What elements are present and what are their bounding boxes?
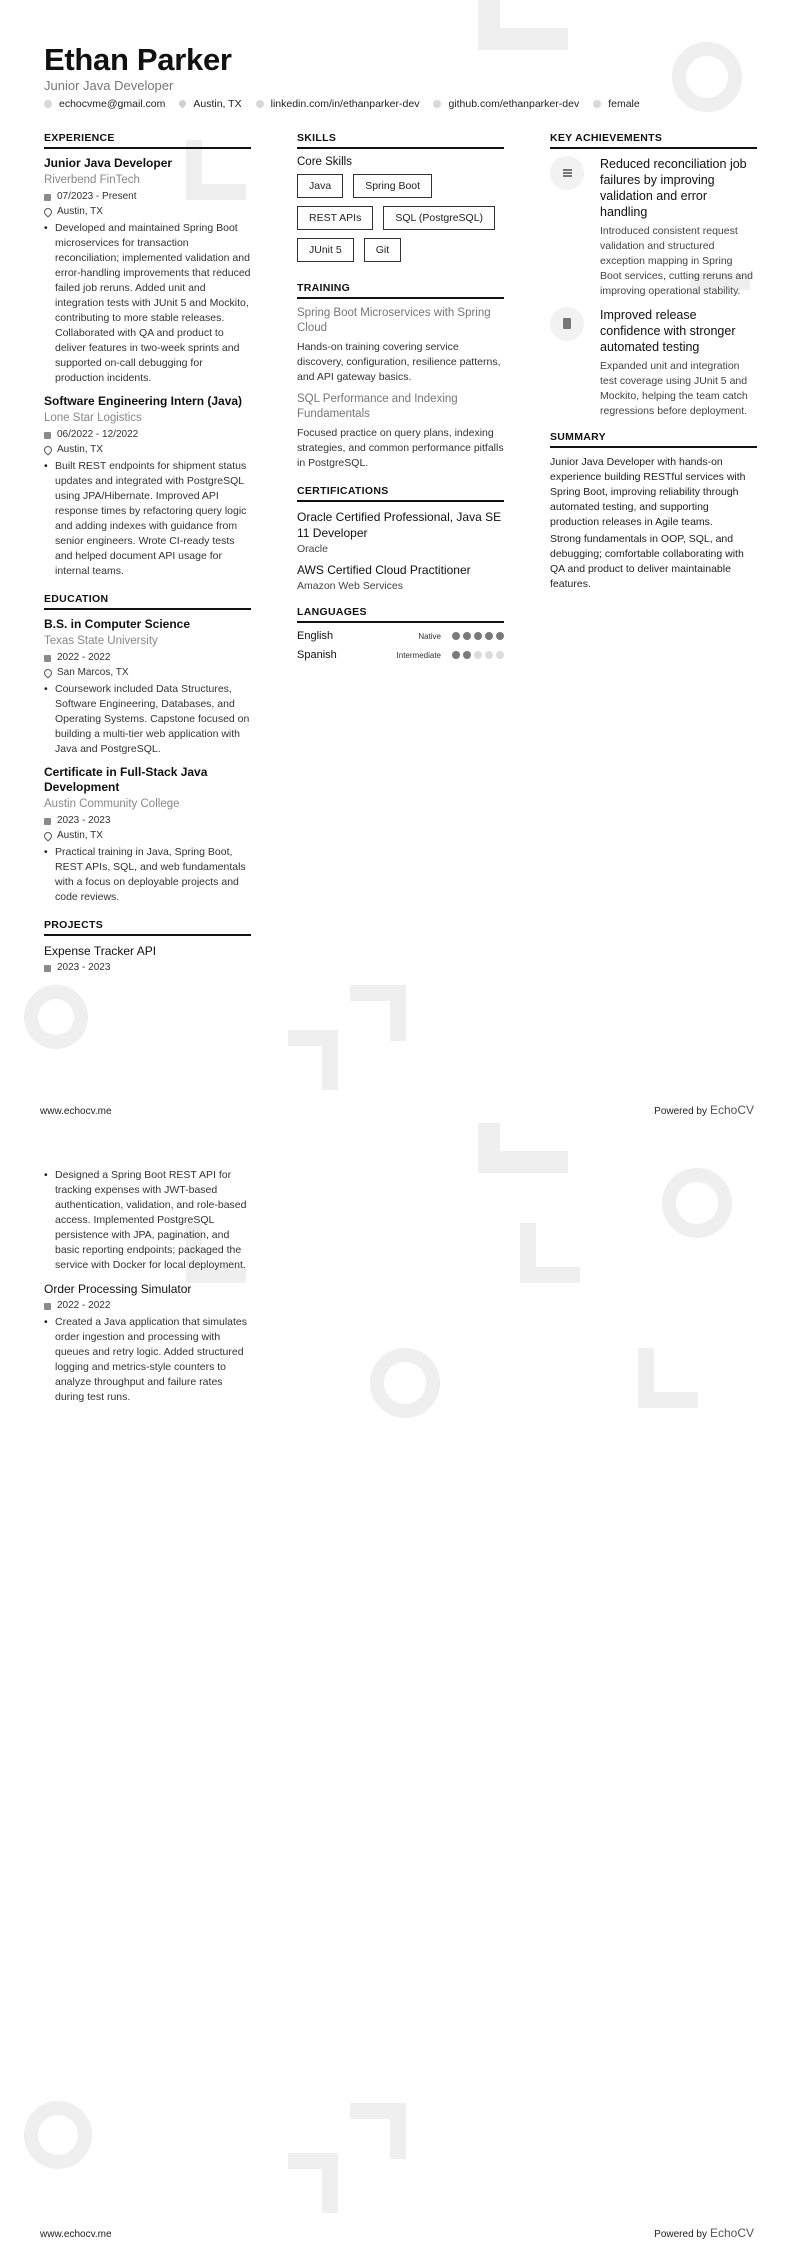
achievement-description: Introduced consistent request validation and structured exception mapping in Spring Boot services, cutting reruns and improving operational stability. [600,225,753,297]
proficiency-dot-empty [485,651,493,659]
contact-gender: female [593,98,640,110]
section-title: CERTIFICATIONS [297,485,504,502]
section-title: PROJECTS [44,919,251,936]
email-icon [44,100,52,108]
summary-paragraph: Strong fundamentals in OOP, SQL, and debugging; comfortable collaborating with QA and product to deliver maintainable features. [550,533,744,590]
proficiency-dot-filled [452,632,460,640]
location: Austin, TX [44,830,251,842]
language-proficiency [418,632,504,641]
company-name: Lone Star Logistics [44,412,142,424]
left-column [44,132,251,982]
location-pin-icon [44,832,50,840]
location: San Marcos, TX [44,667,251,679]
proficiency-dots [449,651,504,659]
decorative-ring-shape [24,2101,92,2169]
contact-location: Austin, TX [179,98,241,110]
summary-paragraph: Junior Java Developer with hands-on experience building RESTful services with Spring Boot, improving reliability through automated testing, and supporting production releases in Agile teams. [550,456,746,528]
project-description: • Created a Java application that simulates order ingestion and processing with queues and retry logic. Added structured logging and metrics-style counters to analyze throughput and failure rates during test runs. [44,1315,251,1405]
proficiency-dot-filled [463,632,471,640]
section-title: SKILLS [297,132,504,149]
section-title: TRAINING [297,282,504,299]
decorative-corner-shape [478,1123,568,1173]
proficiency-dot-filled [474,632,482,640]
calendar-icon [44,965,51,972]
brand-logo: EchoCV [709,2226,754,2240]
skill-tag: REST APIs [297,206,373,230]
candidate-role: Junior Java Developer [44,78,174,93]
skill-tag: JUnit 5 [297,238,354,262]
language-name: Spanish [297,649,337,661]
project-description: • Designed a Spring Boot REST API for tracking expenses with JWT-based authentication, validation, and role-based access. Implemented PostgreSQL persistence with JPA, pagination, and basic reporting endpoints; packaged the service with Docker for local deployment. [44,1168,251,1273]
proficiency-dot-empty [496,651,504,659]
calendar-icon [44,655,51,662]
skills-subtitle: Core Skills [297,156,352,168]
decorative-corner-shape [288,2153,338,2213]
footer-site-link[interactable]: www.echocv.me [40,1106,112,1117]
education-entry [44,617,251,757]
decorative-ring-shape [370,1348,440,1418]
linkedin-icon [256,100,264,108]
summary-section [550,431,757,592]
page-footer [40,2226,754,2240]
skill-tag: Spring Boot [353,174,432,198]
decorative-corner-shape [288,1030,338,1090]
resume-page-2 [0,1123,794,2246]
training-name: SQL Performance and Indexing Fundamentals [297,393,458,420]
footer-powered: Powered by EchoCV [654,1103,754,1117]
project-name: Order Processing Simulator [44,1282,192,1296]
school-name: Texas State University [44,635,158,647]
job-title: Software Engineering Intern (Java) [44,394,243,408]
training-section [297,282,504,471]
school-name: Austin Community College [44,798,180,810]
company-name: Riverbend FinTech [44,174,140,186]
calendar-icon [44,1303,51,1310]
calendar-icon [44,818,51,825]
achievement-item [550,156,757,299]
certification-issuer: Amazon Web Services [297,580,404,592]
person-icon [593,100,601,108]
training-description: Hands-on training covering service discovery, configuration, resilience patterns, and API gateway basics. [297,341,501,383]
date-range: 2023 - 2023 [44,962,251,974]
contact-email[interactable]: echocvme@gmail.com [44,98,165,110]
experience-entry [44,394,251,579]
job-description: • Built REST endpoints for shipment status updates and integrated with PostgreSQL using JPA/Hibernate. Improved API response times by refactoring query logic and adding indexes with guidance from senior engineers. Wrote CI-ready tests and helped document API usage for internal teams. [44,459,251,579]
list-icon [550,156,584,190]
experience-entry [44,156,251,386]
degree-title: Certificate in Full-Stack Java Development [44,765,208,794]
decorative-corner-shape [478,0,568,50]
location: Austin, TX [44,206,251,218]
proficiency-dot-filled [452,651,460,659]
language-name: English [297,630,334,642]
location-pin-icon [44,208,50,216]
language-row [297,630,504,642]
project-entry [44,1281,251,1405]
job-title: Junior Java Developer [44,156,173,170]
decorative-ring-shape [662,1168,732,1238]
skills-section [297,132,504,262]
skill-tag: Git [364,238,401,262]
experience-section [44,132,251,579]
language-row [297,649,504,661]
proficiency-dot-filled [485,632,493,640]
achievement-description: Expanded unit and integration test coverage using JUnit 5 and Mockito, helping the team catch regressions before deployment. [600,360,748,417]
section-title: EDUCATION [44,593,251,610]
decorative-corner-shape [350,2103,406,2159]
document-icon [550,307,584,341]
left-column-continued [44,1165,251,1413]
section-title: LANGUAGES [297,606,504,623]
contact-linkedin[interactable]: linkedin.com/in/ethanparker-dev [256,98,420,110]
certification-name: Oracle Certified Professional, Java SE 11 Developer [297,510,502,540]
middle-column [297,132,504,668]
contact-github[interactable]: github.com/ethanparker-dev [433,98,579,110]
training-description: Focused practice on query plans, indexing strategies, and common performance pitfalls in PostgreSQL. [297,427,504,469]
education-description: • Practical training in Java, Spring Boot, REST APIs, SQL, and web fundamentals with a focus on deployable projects and code reviews. [44,845,251,905]
candidate-name: Ethan Parker [44,42,232,77]
location-icon [179,100,186,109]
decorative-corner-shape [520,1223,580,1283]
language-level: Native [418,631,441,641]
projects-section [44,919,251,974]
skill-tags [297,174,504,262]
project-entry [44,943,251,974]
skill-tag: SQL (PostgreSQL) [383,206,495,230]
decorative-corner-shape [350,985,406,1041]
footer-site-link[interactable]: www.echocv.me [40,2229,112,2240]
github-icon [433,100,441,108]
calendar-icon [44,432,51,439]
language-level: Intermediate [396,650,441,660]
job-description: • Developed and maintained Spring Boot microservices for transaction reconciliation; implemented validation and error-handling improvements that reduced failed job reruns. Added unit and integration tests with JUnit 5 and Mockito, contributing to more stable releases. Collaborated with QA and product to deliver features in two-week sprints and supported on-call debugging for production incidents. [44,221,251,386]
certifications-section [297,485,504,592]
date-range: 06/2022 - 12/2022 [44,429,251,441]
contact-bar [44,98,654,110]
footer-powered: Powered by EchoCV [654,2226,754,2240]
proficiency-dot-filled [496,632,504,640]
skill-tag: Java [297,174,343,198]
language-proficiency [397,651,504,660]
page-footer [40,1103,754,1117]
calendar-icon [44,194,51,201]
location: Austin, TX [44,444,251,456]
decorative-corner-shape [638,1348,698,1408]
project-name: Expense Tracker API [44,944,157,958]
education-section [44,593,251,905]
location-pin-icon [44,669,50,677]
degree-title: B.S. in Computer Science [44,617,191,631]
date-range: 2022 - 2022 [44,1300,251,1312]
brand-logo: EchoCV [709,1103,754,1117]
project-entry-continued [44,1168,251,1273]
languages-section [297,606,504,661]
right-column [550,132,757,594]
certification-issuer: Oracle [297,543,328,555]
section-title: SUMMARY [550,431,757,448]
date-range: 2022 - 2022 [44,652,251,664]
education-entry [44,765,251,905]
decorative-ring-shape [672,42,742,112]
training-name: Spring Boot Microservices with Spring Cloud [297,307,491,334]
date-range: 07/2023 - Present [44,191,251,203]
proficiency-dot-empty [474,651,482,659]
achievement-title: Improved release confidence with stronger automated testing [600,308,736,354]
section-title: KEY ACHIEVEMENTS [550,132,757,149]
section-title: EXPERIENCE [44,132,251,149]
date-range: 2023 - 2023 [44,815,251,827]
certification-name: AWS Certified Cloud Practitioner [297,563,471,577]
proficiency-dots [449,632,504,640]
location-pin-icon [44,446,50,454]
achievements-section [550,132,757,419]
education-description: • Coursework included Data Structures, Software Engineering, Databases, and Operating Systems. Capstone focused on building a multi-tier web application with Java and PostgreSQL. [44,682,251,757]
achievement-item [550,307,757,419]
decorative-ring-shape [24,985,88,1049]
proficiency-dot-filled [463,651,471,659]
achievement-title: Reduced reconciliation job failures by improving validation and error handling [600,157,747,219]
